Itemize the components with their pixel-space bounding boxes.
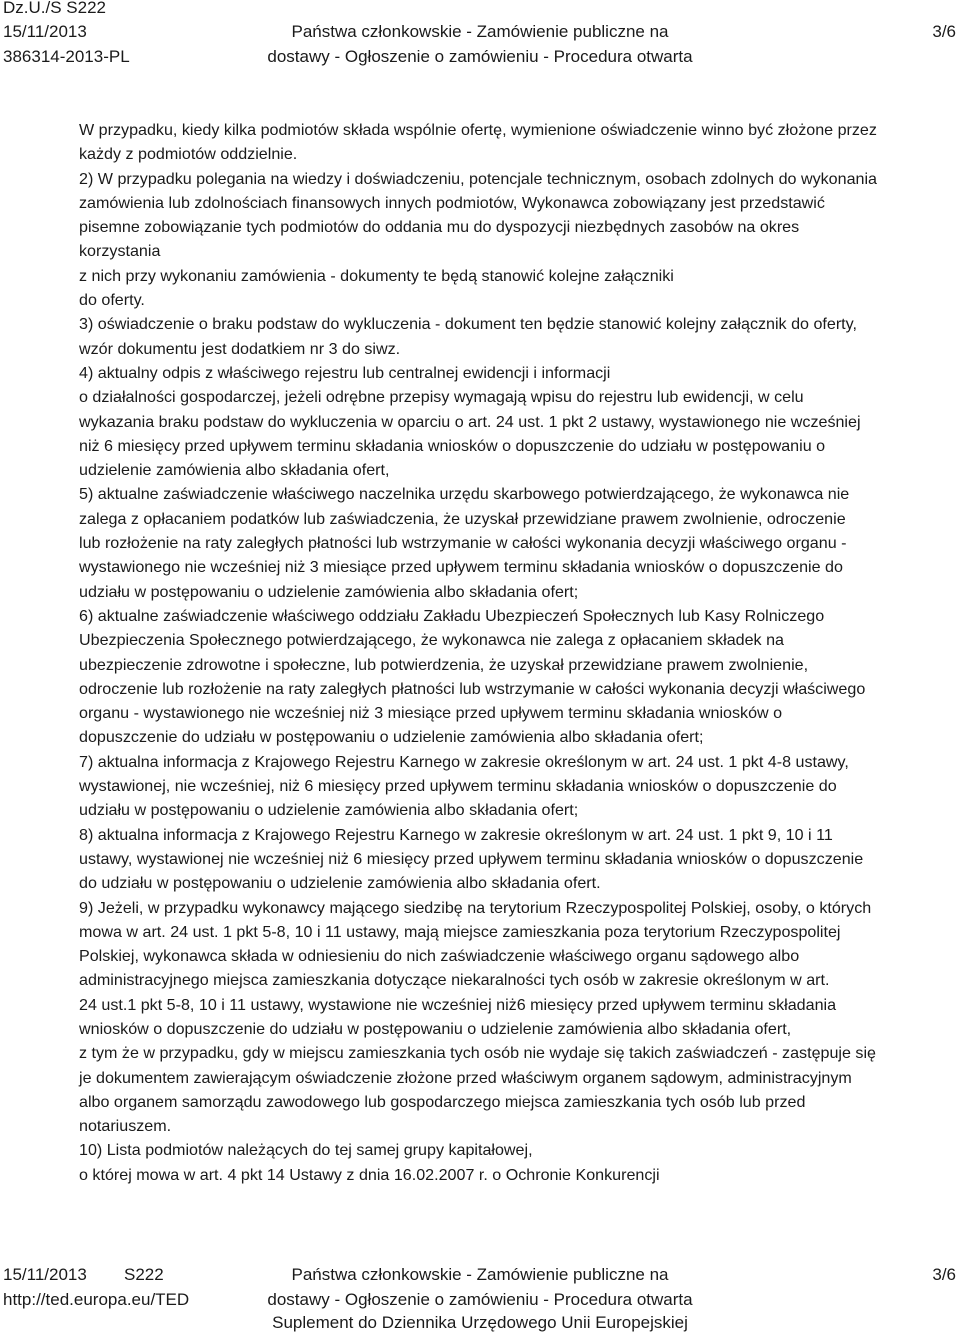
body-line: 6) aktualne zaświadczenie właściwego oddziału Zakładu Ubezpieczeń Społecznych lub Kasy Rolniczego xyxy=(79,606,825,625)
body-line: udzielenie zamówienia albo składania ofert, xyxy=(79,461,390,480)
body-line: wniosków o dopuszczenie do udziału w postępowaniu o udzielenie zamówienia albo składania ofert, xyxy=(79,1019,792,1038)
body-line: o działalności gospodarczej, jeżeli odrębne przepisy wymagają wpisu do rejestru lub ewidencji, w celu xyxy=(79,388,804,407)
body-line: ubezpieczenie zdrowotne i społeczne, lub potwierdzenia, że uzyskał przewidziane prawem zwolnienie, xyxy=(79,655,809,674)
body-line: wystawionej, nie wcześniej, niż 6 miesięcy przed upływem terminu składania wniosków o dopuszczenie do xyxy=(79,777,837,796)
body-line: ustawy, wystawionej nie wcześniej niż 6 miesięcy przed upływem terminu składania wniosków o dopuszczenie xyxy=(79,849,864,868)
body-line: 10) Lista podmiotów należących do tej samej grupy kapitałowej, xyxy=(79,1141,533,1160)
body-line: wzór dokumentu jest dodatkiem nr 3 do siwz. xyxy=(79,339,401,358)
body-line: zamówienia lub zdolnościach finansowych innych podmiotów, Wykonawca zobowiązany jest przedstawić xyxy=(79,193,825,212)
body-line: wystawionego nie wcześniej niż 3 miesiące przed upływem terminu składania wniosków o dopuszczenie do xyxy=(79,558,843,577)
body-line: 2) W przypadku polegania na wiedzy i doświadczeniu, potencjale technicznym, osobach zdolnych do wykonania xyxy=(79,169,877,188)
body-line: korzystania xyxy=(79,242,161,261)
footer-series: S222 xyxy=(124,1265,164,1284)
body-line: lub rozłożenie na raty zaległych płatności lub wstrzymanie w całości wykonania decyzji właściwego organu - xyxy=(79,534,847,553)
footer-date: 15/11/2013 xyxy=(3,1265,87,1284)
body-line: notariuszem. xyxy=(79,1117,172,1136)
body-line: niż 6 miesięcy przed upływem terminu składania wniosków o dopuszczenie do udziału w postępowaniu o xyxy=(79,436,826,455)
header-title-line-2: dostawy - Ogłoszenie o zamówieniu - Procedura otwarta xyxy=(267,47,693,66)
footer-url: http://ted.europa.eu/TED xyxy=(3,1290,190,1309)
body-line: 9) Jeżeli, w przypadku wykonawcy mającego siedzibę na terytorium Rzeczypospolitej Polskiej, osoby, o których xyxy=(79,898,872,917)
header-title-line-1: Państwa członkowskie - Zamówienie publiczne na xyxy=(291,22,669,41)
body-line: W przypadku, kiedy kilka podmiotów składa wspólnie ofertę, wymienione oświadczenie winno być złożone przez xyxy=(79,121,877,139)
body-line: 5) aktualne zaświadczenie właściwego naczelnika urzędu skarbowego potwierdzającego, że wykonawca nie xyxy=(79,485,850,504)
body-line: je dokumentem zawierającym oświadczenie złożone przed właściwym organem sądowym, administracyjnym xyxy=(79,1068,852,1087)
body-line: administracyjnego miejsca zamieszkania dotyczące niekaralności tych osób w zakresie określonym w art. xyxy=(79,971,830,990)
header-date: 15/11/2013 xyxy=(3,22,87,41)
footer-title-line-1: Państwa członkowskie - Zamówienie publiczne na xyxy=(291,1265,669,1284)
body-line: organu - wystawionego nie wcześniej niż 3 miesiące przed upływem terminu składania wniosków o xyxy=(79,704,783,723)
body-line: do oferty. xyxy=(79,291,145,310)
body-line: o której mowa w art. 4 pkt 14 Ustawy z dnia 16.02.2007 r. o Ochronie Konkurencji xyxy=(79,1165,660,1184)
body-line: Ubezpieczenia Społecznego potwierdzającego, że wykonawca nie zalega z opłacaniem składek na xyxy=(79,631,784,650)
body-line: albo organem samorządu zawodowego lub gospodarczego miejsca zamieszkania tych osób lub przed xyxy=(79,1092,806,1111)
body-line: z tym że w przypadku, gdy w miejscu zamieszkania tych osób nie wydaje się takich zaświadczeń - zastępuje się xyxy=(79,1044,876,1063)
footer-title-line-2: dostawy - Ogłoszenie o zamówieniu - Procedura otwarta xyxy=(267,1290,693,1309)
body-line: Polskiej, wykonawca składa w odniesieniu do nich zaświadczenie właściwego organu sądowego albo xyxy=(79,947,800,966)
body-line: wykazania braku podstaw do wykluczenia w oparciu o art. 24 ust. 1 pkt 2 ustawy, wystawionego nie wcześniej xyxy=(79,412,861,431)
body-line: mowa w art. 24 ust. 1 pkt 5-8, 10 i 11 ustawy, mają miejsce zamieszkania poza terytorium Rzeczypospolitej xyxy=(79,922,841,941)
body-line: z nich przy wykonaniu zamówienia - dokumenty te będą stanowić kolejne załączniki xyxy=(79,266,674,285)
body-line: 4) aktualny odpis z właściwego rejestru lub centralnej ewidencji i informacji xyxy=(79,363,611,382)
body-line: odroczenie lub rozłożenie na raty zaległych płatności lub wstrzymanie w całości wykonania decyzji właściwego xyxy=(79,679,866,698)
body-line: 8) aktualna informacja z Krajowego Rejestru Karnego w zakresie określonym w art. 24 ust. 1 pkt 9, 10 i 11 xyxy=(79,825,833,844)
body-line: 24 ust.1 pkt 5-8, 10 i 11 ustawy, wystawione nie wcześniej niż6 miesięcy przed upływem terminu składania xyxy=(79,995,837,1014)
notice-id: 386314-2013-PL xyxy=(3,47,130,66)
body-line: 7) aktualna informacja z Krajowego Rejestru Karnego w zakresie określonym w art. 24 ust. 1 pkt 4-8 ustawy, xyxy=(79,752,849,771)
body-line: udziału w postępowaniu o udzielenie zamówienia albo składania ofert; xyxy=(79,582,579,601)
body-line: do udziału w postępowaniu o udzielenie zamówienia albo składania ofert. xyxy=(79,874,601,893)
body-line: 3) oświadczenie o braku podstaw do wykluczenia - dokument ten będzie stanowić kolejny załącznik do oferty, xyxy=(79,315,857,334)
header-page-number: 3/6 xyxy=(932,22,956,41)
document-body xyxy=(79,118,959,1187)
footer-page-number: 3/6 xyxy=(932,1265,956,1284)
body-line: pisemne zobowiązanie tych podmiotów do oddania mu do dyspozycji niezbędnych zasobów na okres xyxy=(79,218,800,237)
body-line: udziału w postępowaniu o udzielenie zamówienia albo składania ofert; xyxy=(79,801,579,820)
body-line: każdy z podmiotów oddzielnie. xyxy=(79,145,298,164)
body-line: dopuszczenie do udziału w postępowaniu o udzielenie zamówienia albo składania ofert; xyxy=(79,728,704,747)
body-line: zalega z opłacaniem podatków lub zaświadczenia, że uzyskał przewidziane prawem zwolnienie, odroczenie xyxy=(79,509,846,528)
footer-title-line-3: Suplement do Dziennika Urzędowego Unii Europejskiej xyxy=(272,1313,688,1332)
journal-reference: Dz.U./S S222 xyxy=(3,0,106,17)
